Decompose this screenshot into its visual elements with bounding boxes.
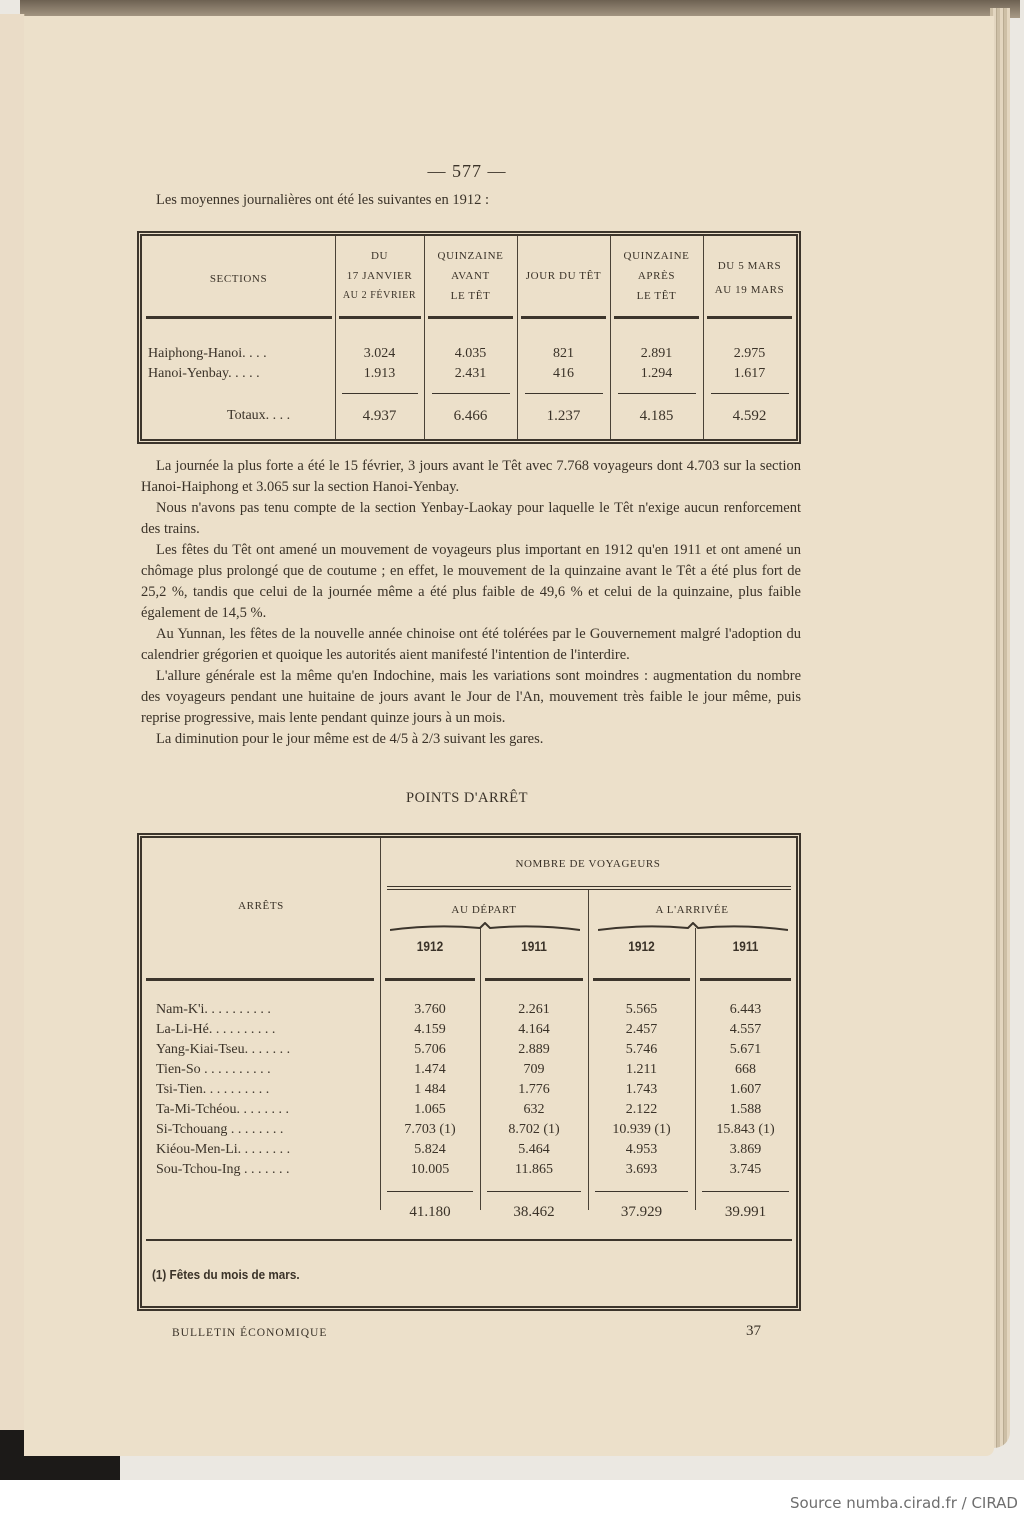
cell: 709 (523, 1062, 545, 1077)
cell: 11.865 (515, 1162, 553, 1177)
paragraph: Les fêtes du Têt ont amené un mouvement de voyageurs plus important en 1912 qu'en 1911 et ont amené un chômage plus prolongé que de coutume ; en effet, le mouvement de la quinzaine avant le Têt a été plus fort de 25,2 %, tandis que celui de la journée même a été plus faible de 49,6 % et celui de la quinzaine, plus faible également de 14,5 %. (141, 542, 801, 621)
body-text (141, 456, 801, 750)
sum-rule (342, 393, 418, 394)
footer-publication: BULLETIN ÉCONOMIQUE (172, 1327, 328, 1339)
header-rule (428, 316, 513, 319)
cell: 1.211 (626, 1062, 657, 1077)
row-label: Ta-Mi-Tchéou. . . . . . . . (156, 1102, 289, 1117)
row-label: Sou-Tchou-Ing . . . . . . . (156, 1162, 290, 1177)
row-label: La-Li-Hé. . . . . . . . . . (156, 1022, 276, 1037)
stops-table (137, 833, 801, 1311)
header-line: DU (370, 250, 389, 262)
cell: 632 (523, 1102, 545, 1117)
header-period-4 (610, 246, 703, 306)
cell: 8.702 (1) (508, 1122, 560, 1137)
total-cell: 41.180 (409, 1204, 451, 1220)
paragraph: La diminution pour le jour même est de 4/5 à 2/3 suivant les gares. (156, 731, 544, 747)
group-rule (387, 886, 791, 887)
total-cell: 1.237 (546, 408, 581, 424)
row-label: Tsi-Tien. . . . . . . . . . (156, 1082, 270, 1097)
intro-line: Les moyennes journalières ont été les suivantes en 1912 : (156, 192, 490, 208)
cell: 668 (735, 1062, 756, 1077)
cell: 5.565 (625, 1002, 658, 1017)
cell: 5.671 (729, 1042, 762, 1057)
cell: 821 (553, 346, 574, 361)
header-line: JOUR DU TÊT (525, 270, 602, 282)
cell: 1.913 (363, 366, 396, 381)
sum-rule (711, 393, 789, 394)
cell: 3.869 (729, 1142, 762, 1157)
cell: 15.843 (1) (716, 1122, 775, 1137)
cell: 1.474 (414, 1062, 446, 1077)
header-year-depart-1912: 1912 (416, 938, 444, 954)
header-a-l-arrivee: A L'ARRIVÉE (655, 904, 729, 916)
footnote-rule (146, 1239, 792, 1241)
row-label: Yang-Kiai-Tseu. . . . . . . (156, 1042, 291, 1057)
brace-arrivee (598, 922, 788, 932)
cell: 4.035 (454, 346, 487, 361)
header-period-5 (703, 254, 796, 302)
footnote: (1) Fêtes du mois de mars. (152, 1267, 300, 1282)
total-cell: 37.929 (620, 1204, 663, 1220)
header-rule (485, 978, 583, 981)
paragraph: Nous n'avons pas tenu compte de la section Yenbay-Laokay pour laquelle le Têt n'exige aucun renforcement des trains. (141, 500, 801, 537)
cell: 2.457 (625, 1022, 658, 1037)
cell: 3.745 (729, 1162, 762, 1177)
cell: 2.261 (518, 1002, 550, 1017)
header-arrets: ARRÊTS (238, 900, 284, 912)
total-cell: 4.937 (362, 408, 397, 424)
header-line: AVANT (451, 270, 490, 282)
cell: 1.776 (518, 1082, 550, 1097)
row-label: Tien-So . . . . . . . . . . (156, 1062, 271, 1077)
row-label-haiphong-hanoi: Haiphong-Hanoi. . . . (148, 346, 267, 361)
header-line: AU 19 MARS (714, 284, 785, 296)
cell: 1.065 (414, 1102, 446, 1117)
header-line: QUINZAINE (623, 250, 690, 262)
header-rule (614, 316, 699, 319)
total-cell: 4.592 (732, 408, 767, 424)
paragraph: Au Yunnan, les fêtes de la nouvelle année chinoise ont été tolérées par le Gouvernement malgré l'adoption du calendrier grégorien et quoique les autorités aient manifesté l'intention de l'interdire. (141, 626, 801, 663)
cell: 6.443 (729, 1002, 762, 1017)
cell: 10.005 (410, 1162, 450, 1177)
header-rule (146, 978, 374, 981)
header-year-arrivee-1912: 1912 (628, 938, 655, 954)
cell: 1.294 (640, 366, 673, 381)
brace-depart (390, 922, 580, 932)
header-year-depart-1911: 1911 (521, 938, 547, 954)
cell: 5.464 (518, 1142, 550, 1157)
row-label: Si-Tchouang . . . . . . . . (156, 1122, 284, 1137)
header-rule (707, 316, 792, 319)
header-rule (521, 316, 606, 319)
cell: 2.891 (640, 346, 673, 361)
header-sections: SECTIONS (209, 273, 268, 285)
header-au-depart: AU DÉPART (451, 904, 517, 916)
header-period-3 (517, 266, 610, 286)
cell: 2.122 (625, 1102, 658, 1117)
cell: 5.824 (414, 1142, 446, 1157)
facing-page-edge (0, 14, 25, 1444)
cell: 416 (553, 366, 574, 381)
header-line: APRÈS (637, 270, 676, 282)
header-rule (385, 978, 475, 981)
total-cell: 39.991 (724, 1204, 767, 1220)
sum-rule (702, 1191, 789, 1192)
header-line: DU 5 MARS (717, 260, 782, 272)
header-line: LE TÊT (636, 290, 677, 302)
sum-rule (525, 393, 603, 394)
sum-rule (595, 1191, 688, 1192)
footer-page-number: 37 (746, 1323, 761, 1339)
header-period-2 (424, 246, 517, 306)
totals-label: Totaux. . . . (227, 408, 291, 423)
sum-rule (618, 393, 696, 394)
header-rule (700, 978, 791, 981)
intro-text (141, 190, 801, 211)
header-year-arrivee-1911: 1911 (732, 938, 759, 954)
total-cell: 38.462 (513, 1204, 555, 1220)
cell: 3.024 (363, 346, 396, 361)
cell: 1.617 (733, 366, 766, 381)
header-nombre-voyageurs: NOMBRE DE VOYAGEURS (515, 858, 661, 870)
sum-rule (487, 1191, 581, 1192)
cell: 3.693 (625, 1162, 658, 1177)
row-label-hanoi-yenbay: Hanoi-Yenbay. . . . . (148, 366, 260, 381)
sum-rule (432, 393, 510, 394)
cell: 7.703 (1) (404, 1122, 456, 1137)
sum-rule (387, 1191, 473, 1192)
cell: 2.889 (518, 1042, 550, 1057)
page-number: — 577 — (427, 161, 507, 181)
table2-title: POINTS D'ARRÊT (406, 790, 528, 806)
cell: 4.164 (518, 1022, 550, 1037)
row-label: Kiéou-Men-Li. . . . . . . . (156, 1142, 291, 1157)
group-rule (387, 889, 791, 890)
cell: 4.557 (729, 1022, 762, 1037)
header-line: LE TÊT (450, 290, 491, 302)
cell: 1.743 (625, 1082, 658, 1097)
cell: 10.939 (1) (612, 1122, 671, 1137)
cell: 5.746 (625, 1042, 658, 1057)
cell: 1 484 (414, 1082, 446, 1097)
document-page (24, 16, 994, 1456)
header-period-1 (335, 246, 424, 306)
total-cell: 4.185 (639, 408, 674, 424)
paragraph: La journée la plus forte a été le 15 février, 3 jours avant le Têt avec 7.768 voyageurs dont 4.703 sur la section Hanoi-Haiphong et 3.065 sur la section Hanoi-Yenbay. (141, 458, 801, 495)
header-line: AU 2 FÉVRIER (342, 290, 417, 301)
cell: 1.607 (729, 1082, 762, 1097)
header-rule (593, 978, 690, 981)
cell: 3.760 (414, 1002, 446, 1017)
paragraph: L'allure générale est la même qu'en Indochine, mais les variations sont moindres : augmentation du nombre des voyageurs pendant une huitaine de jours avant le Jour de l'An, mouvement très faible le jour même, puis reprise progressive, mais lente pendant quinze jours à un mois. (141, 668, 801, 726)
cell: 5.706 (414, 1042, 446, 1057)
header-rule (146, 316, 332, 319)
cell: 2.431 (454, 366, 487, 381)
cell: 2.975 (733, 346, 766, 361)
total-cell: 6.466 (453, 408, 488, 424)
cell: 1.588 (729, 1102, 762, 1117)
daily-averages-table (137, 231, 801, 444)
source-caption: Source numba.cirad.fr / CIRAD (789, 1494, 1018, 1512)
header-line: 17 JANVIER (346, 270, 413, 282)
row-label: Nam-K'i. . . . . . . . . . (156, 1002, 271, 1017)
cell: 4.953 (625, 1142, 658, 1157)
cell: 4.159 (414, 1022, 446, 1037)
header-rule (339, 316, 421, 319)
header-line: QUINZAINE (437, 250, 504, 262)
